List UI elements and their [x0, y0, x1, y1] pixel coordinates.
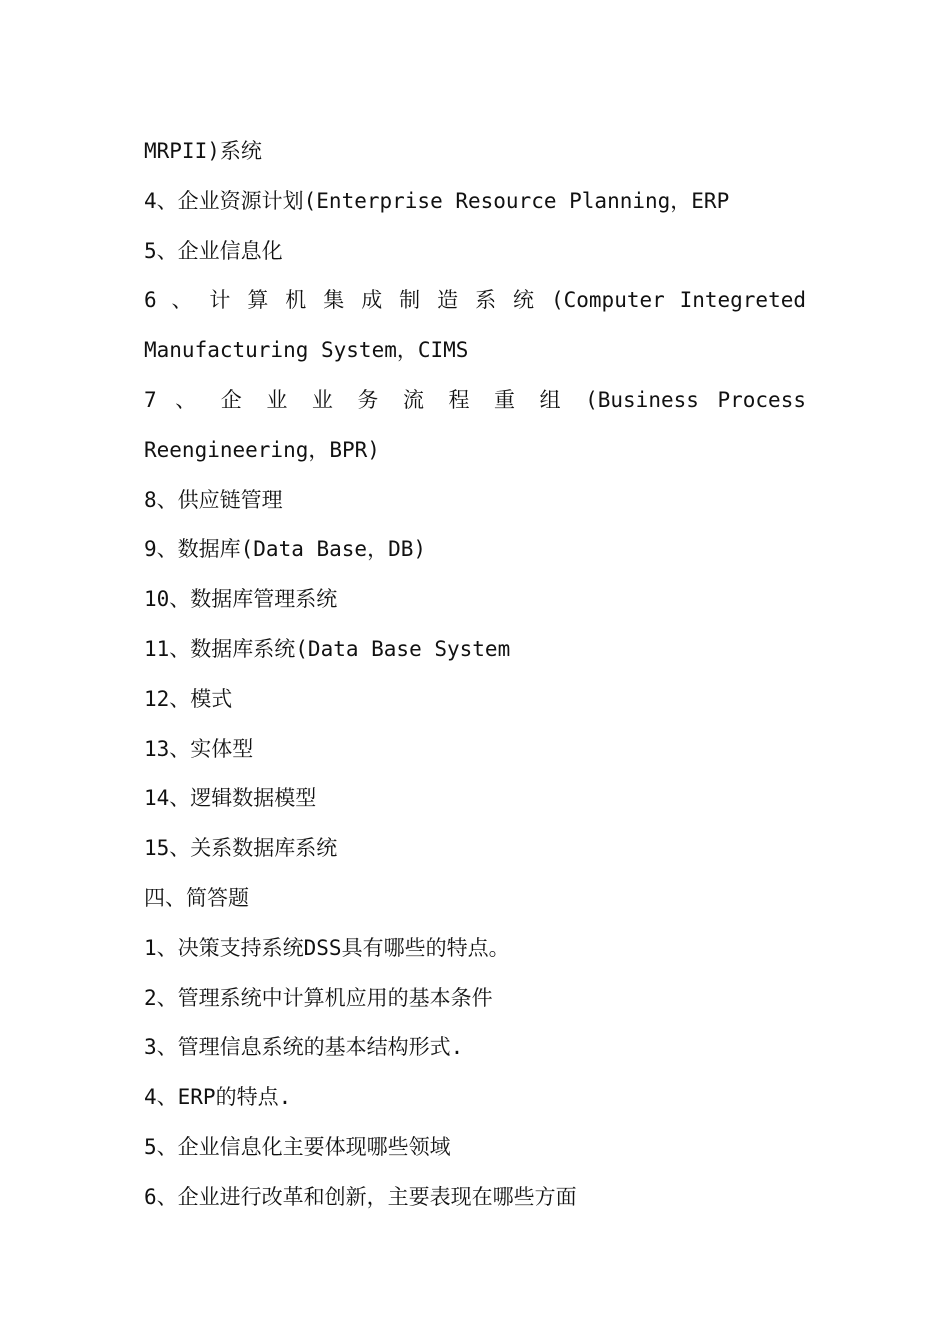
document-body — [144, 127, 806, 1223]
text-line: 3、管理信息系统的基本结构形式. — [144, 1035, 464, 1060]
text-line: MRPII)系统 — [144, 139, 262, 163]
text-line: 5、企业信息化主要体现哪些领域 — [144, 1134, 451, 1159]
section-heading: 四、简答题 — [144, 885, 249, 910]
text-line: 5、企业信息化 — [144, 238, 283, 263]
text-line: 7 、 企 业 业 务 流 程 重 组 (Business Process — [144, 387, 806, 412]
text-line: 11、数据库系统(Data Base System — [144, 636, 511, 661]
text-line: 9、数据库(Data Base，DB) — [144, 537, 427, 562]
text-line: 10、数据库管理系统 — [144, 587, 338, 612]
text-line: 4、企业资源计划(Enterprise Resource Planning，ERP — [144, 188, 730, 213]
text-line: 12、模式 — [144, 686, 233, 711]
text-line: 4、ERP的特点. — [144, 1085, 292, 1110]
text-line: 6 、 计 算 机 集 成 制 造 系 统 (Computer Integreted — [144, 288, 806, 313]
text-line: 15、关系数据库系统 — [144, 836, 338, 861]
text-line: 6、企业进行改革和创新，主要表现在哪些方面 — [144, 1184, 577, 1209]
text-line: 8、供应链管理 — [144, 487, 283, 512]
text-line: Manufacturing System，CIMS — [144, 338, 469, 363]
text-line: Reengineering，BPR) — [144, 437, 380, 462]
text-line: 14、逻辑数据模型 — [144, 786, 317, 811]
text-line: 1、决策支持系统DSS具有哪些的特点。 — [144, 935, 510, 960]
text-line: 2、管理系统中计算机应用的基本条件 — [144, 985, 493, 1010]
text-line: 13、实体型 — [144, 736, 254, 761]
